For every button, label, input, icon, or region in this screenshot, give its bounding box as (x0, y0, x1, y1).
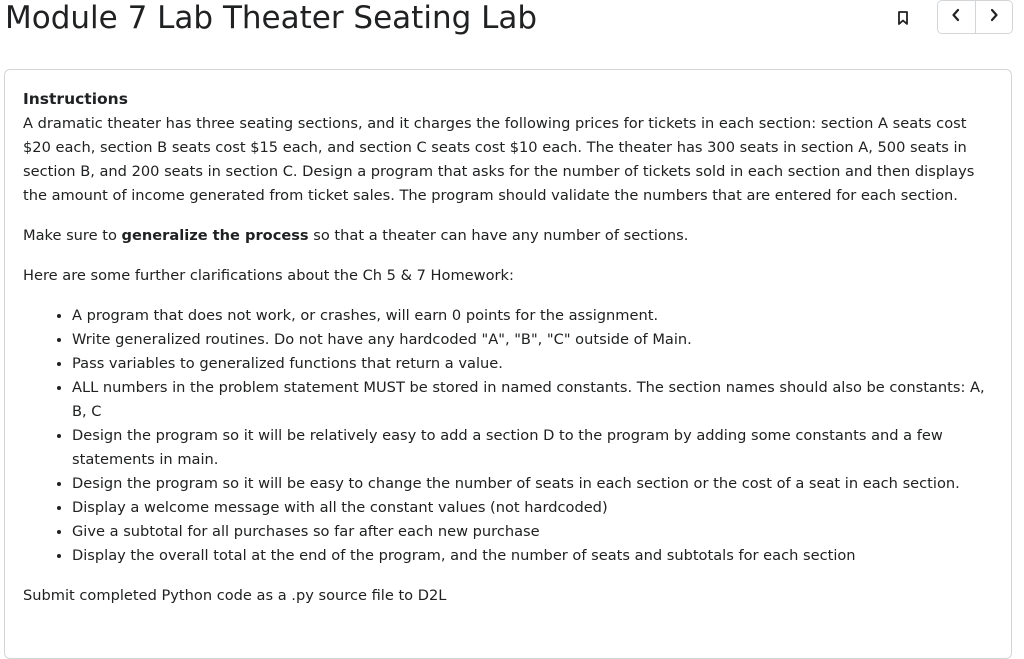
bookmark-icon[interactable] (893, 8, 913, 28)
next-topic-button[interactable] (975, 1, 1013, 33)
list-item: • Pass variables to generalized functions that return a value. (72, 352, 998, 376)
page-title: Module 7 Lab Theater Seating Lab (5, 0, 538, 36)
submission-note: Submit completed Python code as a .py source file to D2L (23, 587, 447, 604)
list-item: • A program that does not work, or crashes, will earn 0 points for the assignment. (72, 304, 998, 328)
list-item: • Give a subtotal for all purchases so far after each new purchase (72, 520, 998, 544)
generalize-text-after: so that a theater can have any number of sections. (308, 227, 689, 244)
topic-navigation (937, 0, 1013, 34)
clarifications-intro: Here are some further clarifications about the Ch 5 & 7 Homework: (23, 267, 514, 284)
clarifications-list (23, 304, 998, 568)
list-item: • Display a welcome message with all the constant values (not hardcoded) (72, 496, 998, 520)
chevron-right-icon (988, 8, 1000, 27)
generalize-note (23, 224, 998, 248)
previous-topic-button[interactable] (938, 1, 975, 33)
top-bar (0, 0, 1024, 60)
instructions-heading: Instructions (23, 90, 128, 108)
chevron-left-icon (950, 8, 962, 27)
instructions-content (23, 86, 998, 624)
instructions-panel (4, 69, 1012, 659)
list-item: • ALL numbers in the problem statement MUST be stored in named constants. The section names should also be constants: A, B, C (72, 376, 998, 424)
list-item: • Write generalized routines. Do not have any hardcoded "A", "B", "C" outside of Main. (72, 328, 998, 352)
list-item: • Design the program so it will be easy to change the number of seats in each section or the cost of a seat in each section. (72, 472, 998, 496)
list-item: • Design the program so it will be relatively easy to add a section D to the program by adding some constants and a few statements in main. (72, 424, 998, 472)
list-item: • Display the overall total at the end of the program, and the number of seats and subtotals for each section (72, 544, 998, 568)
generalize-text-before: Make sure to (23, 227, 122, 244)
generalize-emphasis: generalize the process (121, 227, 309, 244)
problem-statement: A dramatic theater has three seating sections, and it charges the following prices for tickets in each section: section A seats cost $20 each, section B seats cost $15 each, and section C seats cost $10 each. The theater has 300 seats in section A, 500 seats in section B, and 200 seats in section C. Design a program that asks for the number of tickets sold in each section and then displays the amount of income generated from ticket sales. The program should validate the numbers that are entered for each section. (23, 115, 975, 204)
